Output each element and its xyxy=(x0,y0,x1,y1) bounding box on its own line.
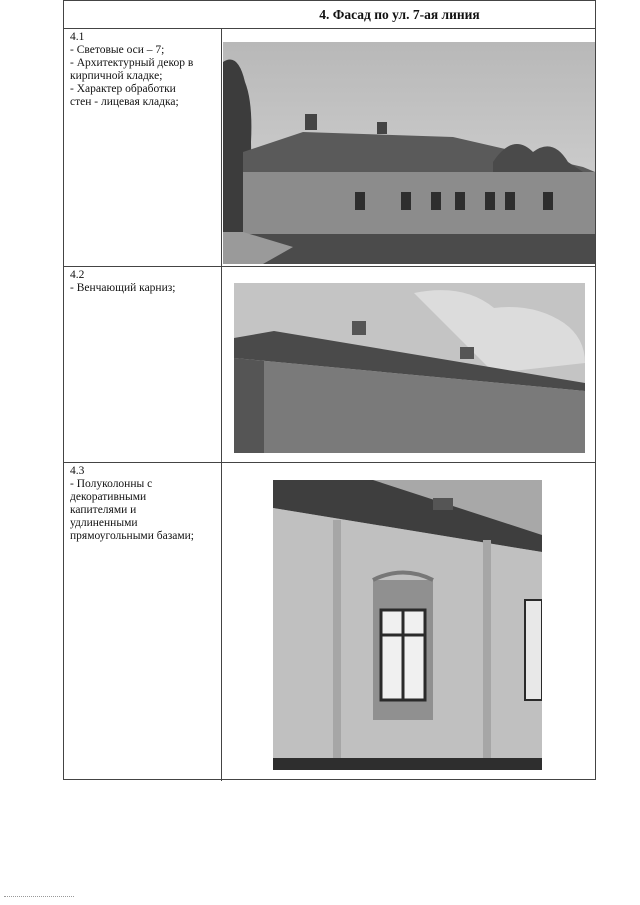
row-number: 4.2 xyxy=(70,269,85,281)
description-cell xyxy=(64,29,222,266)
row-number: 4.3 xyxy=(70,465,85,477)
description-line: кирпичной кладке; xyxy=(70,70,163,82)
description-line: - Световые оси – 7; xyxy=(70,44,165,56)
description-line: - Характер обработки xyxy=(70,83,176,95)
table-row xyxy=(64,29,595,267)
description-line: - Архитектурный декор в xyxy=(70,57,194,69)
cornice-photo xyxy=(234,283,585,453)
table-row xyxy=(64,267,595,463)
description-line: - Полуколонны с xyxy=(70,478,153,490)
description-line: - Венчающий карниз; xyxy=(70,282,176,294)
description-line: удлиненными xyxy=(70,517,138,529)
facade-table xyxy=(63,0,596,780)
description-cell xyxy=(64,463,222,781)
description-line: декоративными xyxy=(70,491,147,503)
description-line: капителями и xyxy=(70,504,137,516)
window-pilaster-photo xyxy=(273,480,542,770)
table-row xyxy=(64,463,595,781)
footer-rule xyxy=(4,896,74,898)
table-header: 4. Фасад по ул. 7-ая линия xyxy=(64,1,595,29)
building-facade-photo xyxy=(223,42,595,264)
row-number: 4.1 xyxy=(70,31,85,43)
description-line: стен - лицевая кладка; xyxy=(70,96,179,108)
description-line: прямоугольными базами; xyxy=(70,530,194,542)
description-cell xyxy=(64,267,222,462)
